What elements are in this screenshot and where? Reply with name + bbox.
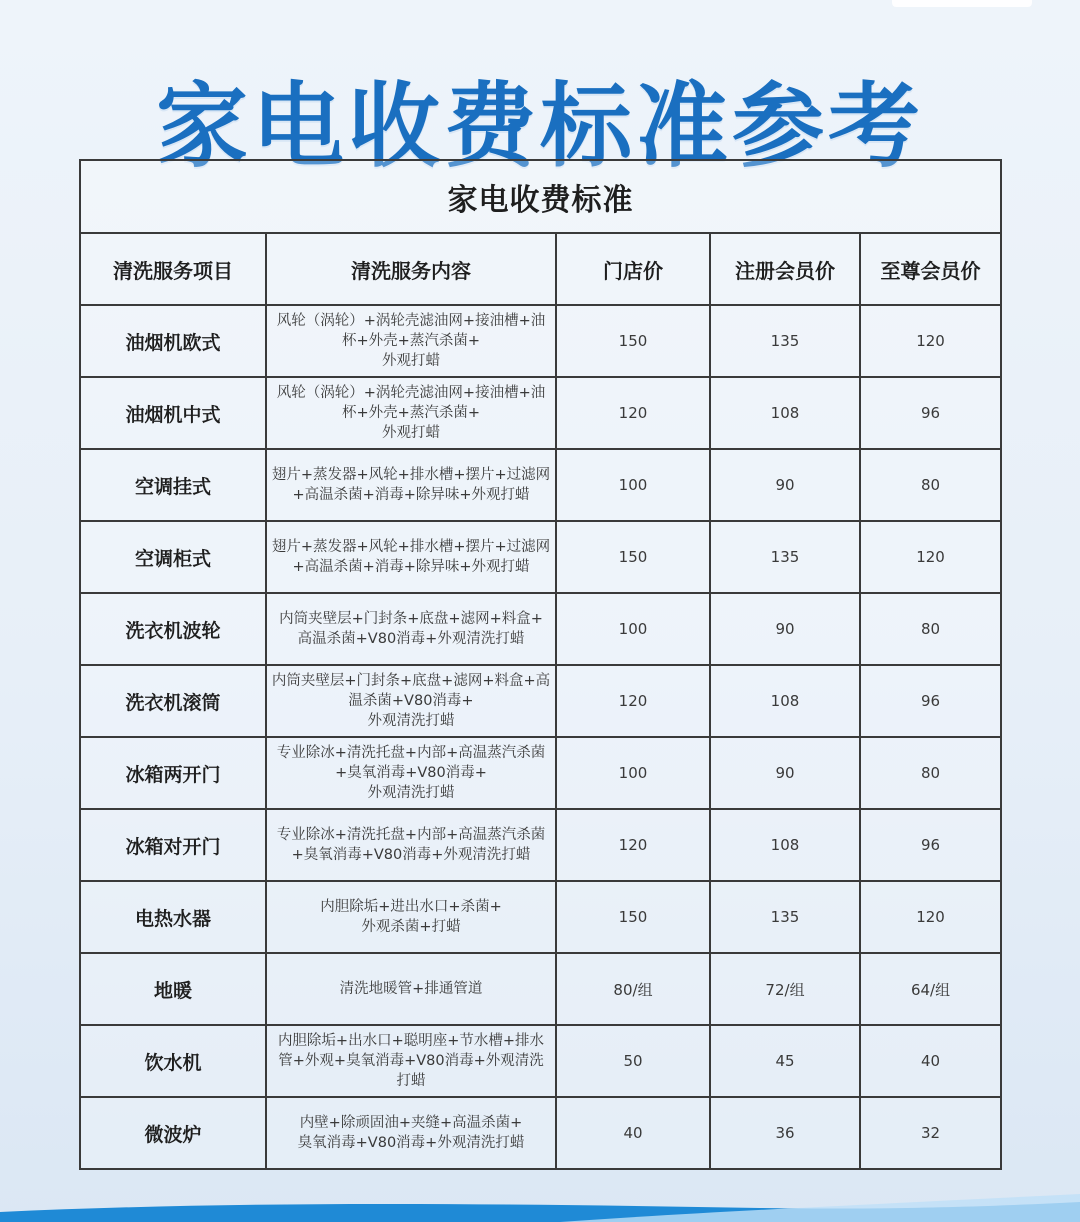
service-content-line: 外观杀菌+打蜡 bbox=[361, 919, 461, 935]
vip-price-cell: 80 bbox=[860, 449, 1001, 521]
table-row bbox=[80, 1025, 1001, 1097]
service-content-line: +臭氧消毒+V80消毒+ bbox=[335, 765, 487, 781]
store-price-cell: 80/组 bbox=[556, 953, 710, 1025]
vip-price-cell: 120 bbox=[860, 521, 1001, 593]
service-content-cell bbox=[266, 737, 556, 809]
table-row bbox=[80, 881, 1001, 953]
member-price-cell: 90 bbox=[710, 449, 860, 521]
store-price-cell: 150 bbox=[556, 881, 710, 953]
bottom-wave-decoration bbox=[0, 1182, 1080, 1222]
service-content-line: 高温杀菌+V80消毒+外观清洗打蜡 bbox=[297, 631, 525, 647]
member-price-cell: 135 bbox=[710, 881, 860, 953]
service-content-line: 臭氧消毒+V80消毒+外观清洗打蜡 bbox=[297, 1135, 525, 1151]
service-item-cell: 微波炉 bbox=[80, 1097, 266, 1169]
store-price-cell: 50 bbox=[556, 1025, 710, 1097]
table-row bbox=[80, 665, 1001, 737]
top-decoration bbox=[892, 0, 1032, 7]
service-item-cell: 饮水机 bbox=[80, 1025, 266, 1097]
service-content-line: 内筒夹壁层+门封条+底盘+滤网+料盒+高 bbox=[271, 673, 551, 689]
header-vip-price: 至尊会员价 bbox=[860, 233, 1001, 305]
service-content-line: 外观打蜡 bbox=[382, 425, 440, 441]
service-item-cell: 油烟机中式 bbox=[80, 377, 266, 449]
store-price-cell: 120 bbox=[556, 377, 710, 449]
service-content-cell bbox=[266, 305, 556, 377]
store-price-cell: 120 bbox=[556, 665, 710, 737]
service-content-line: 温杀菌+V80消毒+ bbox=[348, 693, 474, 709]
member-price-cell: 45 bbox=[710, 1025, 860, 1097]
header-store-price: 门店价 bbox=[556, 233, 710, 305]
service-content-line: 内筒夹壁层+门封条+底盘+滤网+料盒+ bbox=[279, 611, 543, 627]
header-member-price: 注册会员价 bbox=[710, 233, 860, 305]
service-content-cell bbox=[266, 1097, 556, 1169]
member-price-cell: 72/组 bbox=[710, 953, 860, 1025]
service-item-cell: 油烟机欧式 bbox=[80, 305, 266, 377]
service-content-line: +臭氧消毒+V80消毒+外观清洗打蜡 bbox=[291, 847, 531, 863]
member-price-cell: 90 bbox=[710, 737, 860, 809]
service-content-cell bbox=[266, 665, 556, 737]
header-service-item: 清洗服务项目 bbox=[80, 233, 266, 305]
table-row bbox=[80, 809, 1001, 881]
service-item-cell: 冰箱两开门 bbox=[80, 737, 266, 809]
service-item-cell: 地暖 bbox=[80, 953, 266, 1025]
vip-price-cell: 96 bbox=[860, 377, 1001, 449]
service-content-line: 杯+外壳+蒸汽杀菌+ bbox=[342, 333, 480, 349]
service-content-cell bbox=[266, 881, 556, 953]
service-item-cell: 空调挂式 bbox=[80, 449, 266, 521]
service-content-line: 外观打蜡 bbox=[382, 353, 440, 369]
service-content-line: 杯+外壳+蒸汽杀菌+ bbox=[342, 405, 480, 421]
table-row bbox=[80, 593, 1001, 665]
store-price-cell: 100 bbox=[556, 737, 710, 809]
store-price-cell: 150 bbox=[556, 305, 710, 377]
vip-price-cell: 32 bbox=[860, 1097, 1001, 1169]
table-row bbox=[80, 377, 1001, 449]
service-content-line: 打蜡 bbox=[396, 1073, 426, 1089]
store-price-cell: 120 bbox=[556, 809, 710, 881]
service-content-cell bbox=[266, 1025, 556, 1097]
service-content-line: +高温杀菌+消毒+除异味+外观打蜡 bbox=[292, 487, 530, 503]
table-row bbox=[80, 1097, 1001, 1169]
vip-price-cell: 96 bbox=[860, 665, 1001, 737]
table-row bbox=[80, 953, 1001, 1025]
service-item-cell: 洗衣机波轮 bbox=[80, 593, 266, 665]
service-content-line: 风轮（涡轮）+涡轮壳滤油网+接油槽+油 bbox=[276, 313, 546, 329]
service-content-cell bbox=[266, 953, 556, 1025]
table-row bbox=[80, 737, 1001, 809]
service-content-line: 内胆除垢+进出水口+杀菌+ bbox=[320, 899, 502, 915]
table-caption: 家电收费标准 bbox=[80, 160, 1001, 233]
vip-price-cell: 120 bbox=[860, 881, 1001, 953]
vip-price-cell: 80 bbox=[860, 737, 1001, 809]
service-item-cell: 空调柜式 bbox=[80, 521, 266, 593]
member-price-cell: 108 bbox=[710, 665, 860, 737]
table-row bbox=[80, 521, 1001, 593]
service-content-line: 外观清洗打蜡 bbox=[367, 785, 455, 801]
service-content-line: 风轮（涡轮）+涡轮壳滤油网+接油槽+油 bbox=[276, 385, 546, 401]
service-item-cell: 洗衣机滚筒 bbox=[80, 665, 266, 737]
store-price-cell: 100 bbox=[556, 593, 710, 665]
service-content-cell bbox=[266, 377, 556, 449]
header-service-content: 清洗服务内容 bbox=[266, 233, 556, 305]
service-content-cell bbox=[266, 809, 556, 881]
fee-table bbox=[79, 159, 1002, 1170]
vip-price-cell: 40 bbox=[860, 1025, 1001, 1097]
member-price-cell: 36 bbox=[710, 1097, 860, 1169]
service-content-cell bbox=[266, 521, 556, 593]
page-title: 家电收费标准参考 bbox=[155, 72, 924, 180]
member-price-cell: 90 bbox=[710, 593, 860, 665]
store-price-cell: 40 bbox=[556, 1097, 710, 1169]
service-content-line: 专业除冰+清洗托盘+内部+高温蒸汽杀菌 bbox=[276, 745, 546, 761]
member-price-cell: 108 bbox=[710, 809, 860, 881]
service-content-line: 内壁+除顽固油+夹缝+高温杀菌+ bbox=[299, 1115, 523, 1131]
service-content-line: 翅片+蒸发器+风轮+排水槽+摆片+过滤网 bbox=[271, 467, 551, 483]
service-content-line: 专业除冰+清洗托盘+内部+高温蒸汽杀菌 bbox=[276, 827, 546, 843]
store-price-cell: 150 bbox=[556, 521, 710, 593]
vip-price-cell: 80 bbox=[860, 593, 1001, 665]
service-item-cell: 电热水器 bbox=[80, 881, 266, 953]
member-price-cell: 135 bbox=[710, 521, 860, 593]
service-content-cell bbox=[266, 449, 556, 521]
service-content-line: 翅片+蒸发器+风轮+排水槽+摆片+过滤网 bbox=[271, 539, 551, 555]
member-price-cell: 135 bbox=[710, 305, 860, 377]
service-content-line: 管+外观+臭氧消毒+V80消毒+外观清洗 bbox=[278, 1053, 544, 1069]
service-item-cell: 冰箱对开门 bbox=[80, 809, 266, 881]
table-row bbox=[80, 449, 1001, 521]
member-price-cell: 108 bbox=[710, 377, 860, 449]
vip-price-cell: 96 bbox=[860, 809, 1001, 881]
table-row bbox=[80, 305, 1001, 377]
service-content-line: 清洗地暖管+排通管道 bbox=[339, 981, 483, 997]
store-price-cell: 100 bbox=[556, 449, 710, 521]
vip-price-cell: 64/组 bbox=[860, 953, 1001, 1025]
vip-price-cell: 120 bbox=[860, 305, 1001, 377]
service-content-line: +高温杀菌+消毒+除异味+外观打蜡 bbox=[292, 559, 530, 575]
table-header-row bbox=[80, 233, 1001, 305]
service-content-line: 内胆除垢+出水口+聪明座+节水槽+排水 bbox=[277, 1033, 545, 1049]
service-content-cell bbox=[266, 593, 556, 665]
service-content-line: 外观清洗打蜡 bbox=[367, 713, 455, 729]
